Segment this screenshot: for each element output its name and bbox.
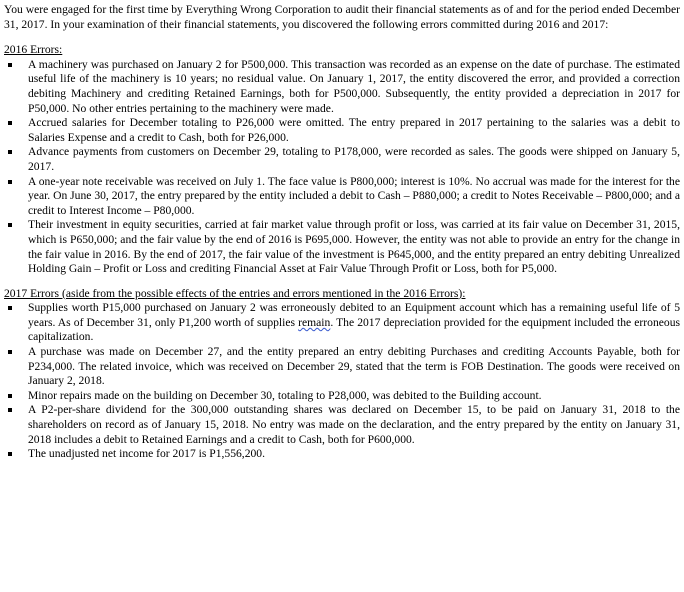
list-item: A purchase was made on December 27, and the entity prepared an entry debiting Purchases and crediting Accounts Payable, both for P234,000. The related invoice, which was received on December 29, stated that the term is FOB Destination. The goods were received on January 2, 2018.	[4, 345, 680, 389]
item-text: . The 2017 depreciation provided for the equipment included the erroneous capitalization.	[28, 315, 680, 344]
list-item: A machinery was purchased on January 2 for P500,000. This transaction was recorded as an expense on the date of purchase. The estimated useful life of the machinery is 10 years; no residual value. On January 1, 2017, the entity discovered the error, and provided a correction debiting Machinery and crediting Retained Earnings, both for P500,000. Subsequently, the entity provided a depreciation in 2017 for P50,000. No other entries pertaining to the machinery were made.	[4, 58, 680, 116]
list-item: Advance payments from customers on December 29, totaling to P178,000, were recorded as sales. The goods were shipped on January 5, 2017.	[4, 145, 680, 174]
list-item: The unadjusted net income for 2017 is P1,556,200.	[4, 447, 680, 462]
errors-list-2016	[4, 58, 680, 277]
list-item: Their investment in equity securities, carried at fair market value through profit or loss, was carried at its fair value on December 31, 2015, which is P650,000; and the fair value by the end of 2016 is P695,000. However, the entity was not able to provide an entry for the change in the fair value in 2016. By the end of 2017, the fair value of the investment is P645,000, and the entity prepared an entry debiting Unrealized Holding Gain – Profit or Loss and crediting Financial Asset at Fair Value Through Profit or Loss, both for P5,000.	[4, 218, 680, 276]
section-heading-2017: 2017 Errors (aside from the possible effects of the entries and errors mentioned in the 2016 Errors):	[4, 286, 466, 300]
errors-list-2017	[4, 301, 680, 462]
intro-paragraph: You were engaged for the first time by Everything Wrong Corporation to audit their financial statements as of and for the period ended December 31, 2017. In your examination of their financial statements, you discovered the following errors committed during 2016 and 2017:	[4, 3, 680, 31]
list-item: A P2-per-share dividend for the 300,000 outstanding shares was declared on December 15, to be paid on January 31, 2018 to the shareholders on record as of January 15, 2018. No entry was made on the declaration, and the entry prepared by the entity on January 31, 2018 includes a debit to Retained Earnings and a credit to Cash, both for P600,000.	[4, 403, 680, 447]
item-text: Supplies worth P15,000 purchased on January 2 was erroneously debited to an Equipment account which has a remaining useful life of 5 years. As of December 31, only P1,200 worth of supplies	[28, 301, 680, 329]
list-item: Accrued salaries for December totaling to P26,000 were omitted. The entry prepared in 2017 pertaining to the salaries was a debit to Salaries Expense and a credit to Cash, both for P26,000.	[4, 116, 680, 145]
list-item: Minor repairs made on the building on December 30, totaling to P28,000, was debited to the Building account.	[4, 389, 680, 404]
spellcheck-marked-word[interactable]: remain	[298, 315, 331, 329]
list-item: A one-year note receivable was received on July 1. The face value is P800,000; interest is 10%. No accrual was made for the interest for the year. On June 30, 2017, the entry prepared by the entity included a debit to Cash – P880,000; a credit to Notes Receivable – P800,000; and a credit to Interest Income – P80,000.	[4, 175, 680, 219]
list-item	[4, 301, 680, 345]
section-heading-2016: 2016 Errors:	[4, 43, 63, 57]
